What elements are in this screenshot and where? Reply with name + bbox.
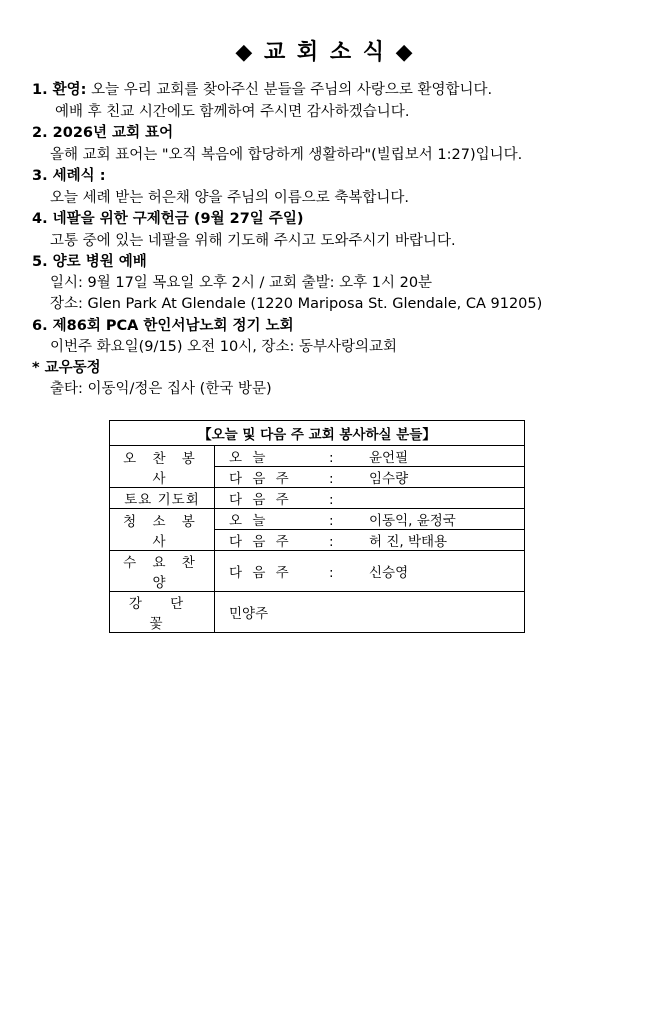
when-today: 오 늘 — [229, 513, 269, 529]
cleaning-next-names: 허 진, 박태용 — [369, 534, 448, 550]
item-4-heading: 4. 네팔을 위한 구제헌금 (9월 27일 주일) — [32, 211, 304, 227]
colon: : — [329, 513, 334, 529]
lunch-next — [215, 467, 525, 488]
role-lunch: 오 찬 봉 사 — [110, 446, 215, 488]
member-news-heading: * 교우동정 — [32, 360, 101, 376]
role-altar-flowers: 강 단 꽃 — [110, 592, 215, 633]
item-1-line-1: 예배 후 친교 시간에도 함께하여 주시면 감사하겠습니다. — [55, 104, 410, 120]
item-1-heading-text: 오늘 우리 교회를 찾아주신 분들을 주님의 사랑으로 환영합니다. — [86, 82, 493, 98]
item-3-heading: 3. 세례식 : — [32, 168, 106, 184]
item-4-line-1: 고통 중에 있는 네팔을 위해 기도해 주시고 도와주시기 바랍니다. — [50, 233, 456, 249]
praise-next-names: 신승영 — [369, 565, 409, 581]
when-next: 다 음 주 — [229, 492, 292, 508]
when-next: 다 음 주 — [229, 471, 292, 487]
colon: : — [329, 450, 334, 466]
lunch-today-names: 윤언필 — [369, 450, 409, 466]
lunch-next-names: 임수량 — [369, 471, 409, 487]
table-row — [110, 446, 525, 467]
cleaning-today — [215, 509, 525, 530]
item-1-heading — [32, 78, 492, 99]
item-2-line-1: 올해 교회 표어는 "오직 복음에 합당하게 생활하라"(빌립보서 1:27)입니다. — [50, 147, 523, 163]
item-3-line-1: 오늘 세례 받는 허은채 양을 주님의 이름으로 축복합니다. — [50, 190, 410, 206]
table-row — [110, 488, 525, 509]
role-wednesday-praise: 수 요 찬 양 — [110, 551, 215, 592]
member-news-line-1: 출타: 이동익/정은 집사 (한국 방문) — [50, 381, 272, 397]
when-next: 다 음 주 — [229, 534, 292, 550]
item-5-line-1: 일시: 9월 17일 목요일 오후 2시 / 교회 출발: 오후 1시 20분 — [50, 275, 433, 291]
colon: : — [329, 534, 334, 550]
item-1-heading-label: 1. 환영: — [32, 82, 87, 98]
item-5-line-2: 장소: Glen Park At Glendale (1220 Mariposa St. Glendale, CA 91205) — [50, 296, 543, 312]
colon: : — [329, 492, 334, 508]
when-next: 다 음 주 — [229, 565, 292, 581]
colon: : — [329, 471, 334, 487]
colon: : — [329, 565, 334, 581]
item-2-heading: 2. 2026년 교회 표어 — [32, 125, 174, 141]
lunch-today — [215, 446, 525, 467]
role-saturday-prayer: 토요 기도회 — [110, 488, 215, 509]
praise-next — [215, 551, 525, 592]
prayer-next — [215, 488, 525, 509]
table-row — [110, 509, 525, 530]
service-table — [109, 420, 525, 633]
table-header: 【오늘 및 다음 주 교회 봉사하실 분들】 — [110, 421, 525, 446]
table-header-row — [110, 421, 525, 446]
table-row — [110, 592, 525, 633]
role-cleaning: 청 소 봉 사 — [110, 509, 215, 551]
when-today: 오 늘 — [229, 450, 269, 466]
cleaning-today-names: 이동익, 윤정국 — [369, 513, 456, 529]
item-6-line-1: 이번주 화요일(9/15) 오전 10시, 장소: 동부사랑의교회 — [50, 339, 397, 355]
table-row — [110, 551, 525, 592]
item-5-heading: 5. 양로 병원 예배 — [32, 254, 147, 270]
item-6-heading: 6. 제86회 PCA 한인서남노회 정기 노회 — [32, 318, 294, 334]
page-title: ◆ 교 회 소 식 ◆ — [235, 40, 415, 65]
altar-flowers-names: 민양주 — [215, 592, 525, 633]
cleaning-next — [215, 530, 525, 551]
